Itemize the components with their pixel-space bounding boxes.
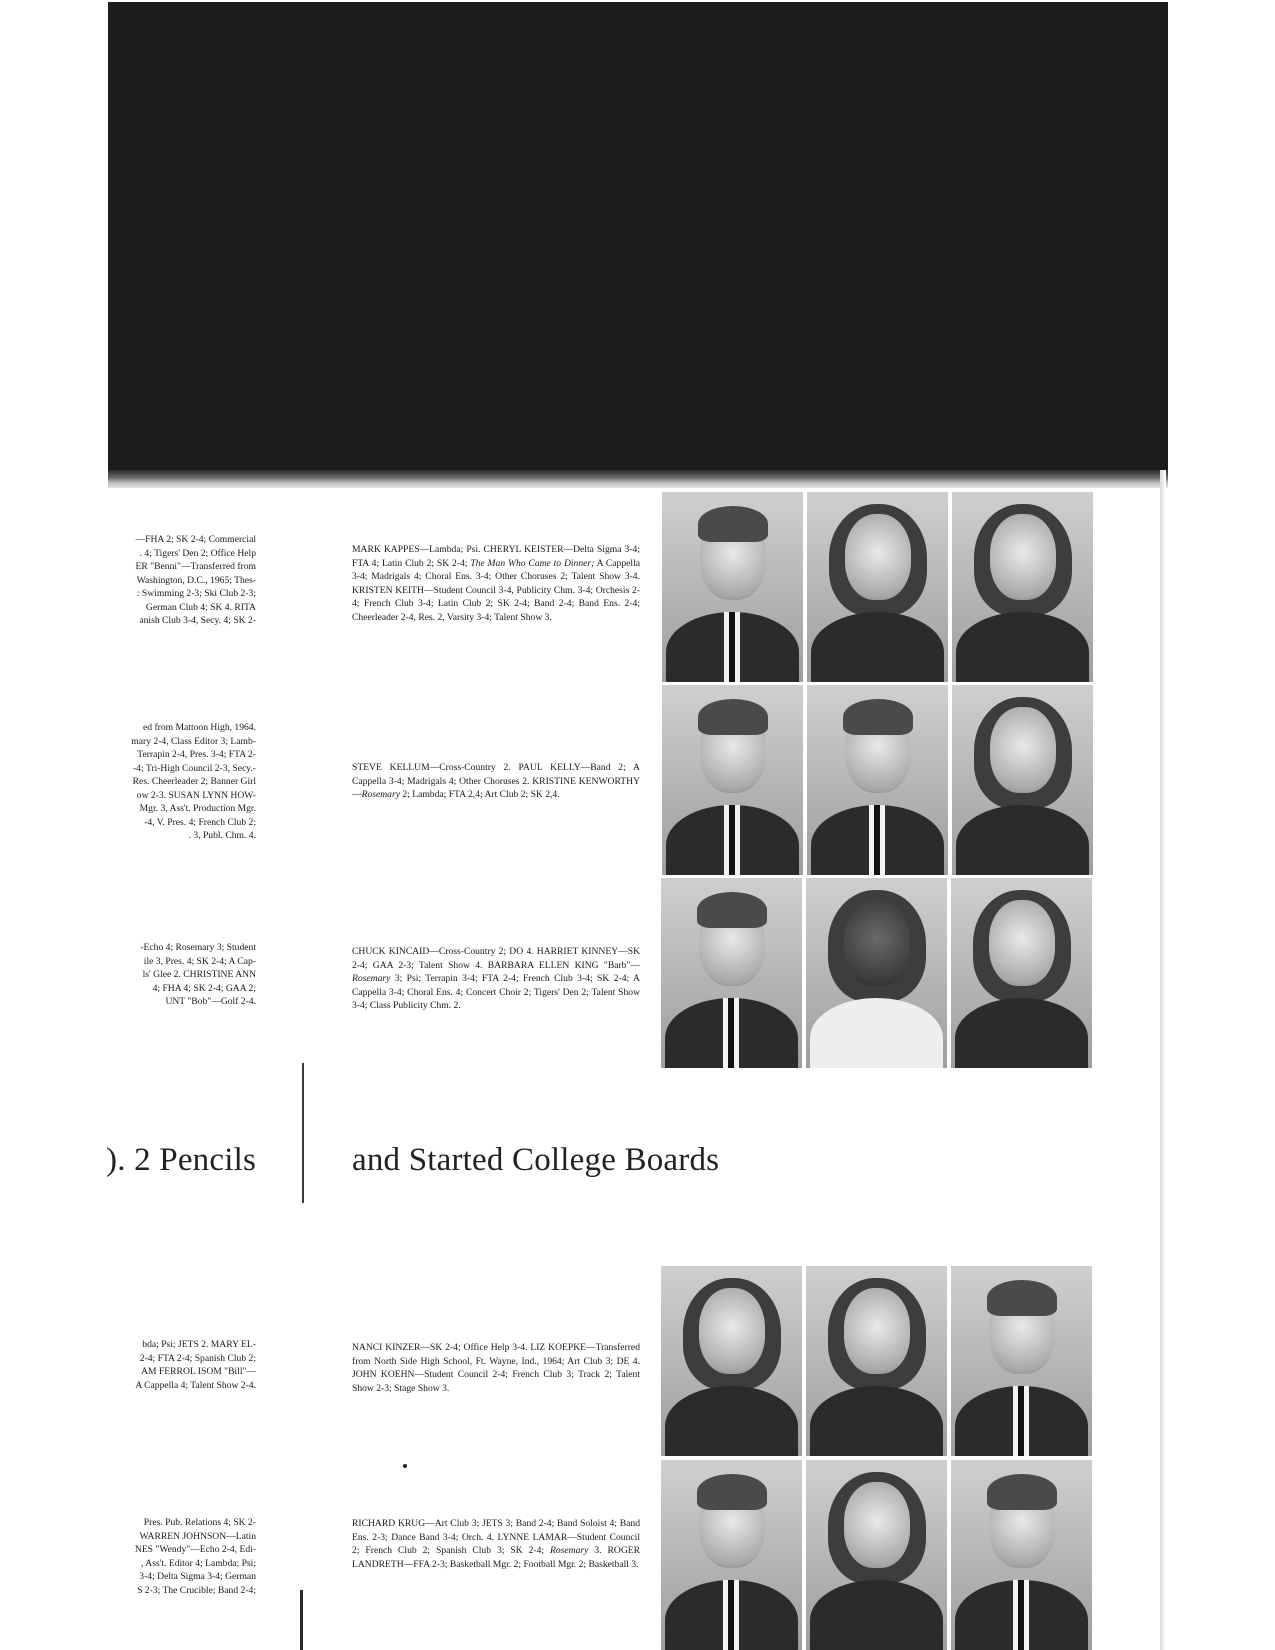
portrait-row-1 xyxy=(662,492,1093,682)
bio-text: CHUCK KINCAID—Cross-Country 2; DO 4. HARRIET KINNEY—SK 2-4; GAA 2-3; Talent Show 4. BARBARA ELLEN KING "Barb"— xyxy=(352,946,640,971)
text-line: NES "Wendy"—Echo 2-4, Edi- xyxy=(134,1544,256,1555)
portrait-photo xyxy=(951,1460,1092,1650)
text-line: WARREN JOHNSON—Latin xyxy=(139,1530,256,1542)
left-bio-block-1 xyxy=(106,533,256,628)
text-line: -Echo 4; Rosemary 3; Student xyxy=(140,942,256,953)
headline-left-fragment: ). 2 Pencils xyxy=(106,1142,256,1178)
text-line: Res. Cheerleader 2; Banner Girl xyxy=(132,776,256,787)
portrait-photo xyxy=(951,1266,1092,1456)
bio-kappes-keister-keith xyxy=(352,543,640,625)
portrait-row-3 xyxy=(661,878,1092,1068)
text-line: -4, V. Pres. 4; French Club 2; xyxy=(144,816,256,828)
bio-text: RICHARD KRUG—Art Club 3; JETS 3; Band 2-4; Band Soloist 4; Band Ens. 2-3; Dance Band 3-4; Orch. 4. LYNNE LAMAR—Student Council 2; French Club 2; Spanish Club 3; SK 2-4; xyxy=(352,1518,640,1557)
text-line: 4; FHA 4; SK 2-4; GAA 2; xyxy=(152,982,256,994)
bio-kellum-kelly-kenworthy xyxy=(352,761,640,802)
text-line: —FHA 2; SK 2-4; Commercial xyxy=(135,534,256,545)
text-line: : Swimming 2-3; Ski Club 2-3; xyxy=(136,588,256,599)
portrait-photo xyxy=(661,1460,802,1650)
text-line: ed from Mattoon High, 1964. xyxy=(143,722,256,733)
portrait-row-4 xyxy=(661,1266,1092,1456)
text-line: ls' Glee 2. CHRISTINE ANN xyxy=(142,969,256,980)
bio-italic: Rosemary xyxy=(550,1545,589,1557)
portrait-photo xyxy=(662,492,803,682)
left-bio-block-2 xyxy=(106,721,256,843)
text-line: . 3, Publ. Chm. 4. xyxy=(188,830,256,841)
text-line: ER "Benni"—Transferred from xyxy=(135,561,256,572)
scan-page-edge xyxy=(108,470,1168,488)
portrait-row-5 xyxy=(661,1460,1092,1650)
bio-kincaid-kinney-king xyxy=(352,945,640,1013)
bio-text: MARK KAPPES—Lambda; Psi. CHERYL KEISTER—Delta Sigma 3-4; FTA 4; Latin Club 2; SK 2-4; xyxy=(352,544,640,569)
portrait-photo xyxy=(662,685,803,875)
bio-italic: The Man Who Came to Dinner; xyxy=(470,557,595,569)
bio-text: NANCI KINZER—SK 2-4; Office Help 3-4. LIZ KOEPKE—Transferred from North Side High School, Ft. Wayne, Ind., 1964; Art Club 3; DE 4. JOHN KOEHN—Student Council 2-4; French Club 3; Track 2; Talent Show 2-3; Stage Show 3. xyxy=(352,1342,640,1394)
bio-kinzer-koepke-koehn xyxy=(352,1341,640,1395)
text-line: A Cappella 4; Talent Show 2-4. xyxy=(135,1379,256,1391)
portrait-photo xyxy=(807,685,948,875)
text-line: 3-4; Delta Sigma 3-4; German xyxy=(139,1571,256,1582)
bio-text: 3. ROGER LANDRETH—FFA 2-3; Basketball Mgr. 2; Football Mgr. 2; Basketball 3. xyxy=(352,1545,641,1570)
ink-dot xyxy=(403,1464,407,1468)
left-bio-block-3 xyxy=(106,941,256,1009)
headline-right: and Started College Boards xyxy=(352,1142,720,1178)
bio-italic: Rosemary xyxy=(352,973,391,985)
left-bio-block-5 xyxy=(106,1516,256,1597)
text-line: Washington, D.C., 1965; Thes- xyxy=(136,574,256,586)
text-line: , Ass't. Editor 4; Lambda; Psi; xyxy=(141,1557,256,1569)
portrait-photo xyxy=(806,1266,947,1456)
portrait-photo xyxy=(952,492,1093,682)
bio-text: STEVE KELLUM—Cross-Country 2. PAUL KELLY—Band 2; A Cappella 3-4; Madrigals 4; Other Choruses 2. KRISTINE KENWORTHY— xyxy=(352,762,640,801)
left-bio-block-4 xyxy=(106,1338,256,1392)
bio-text: 3; Psi; Terrapin 3-4; FTA 2-4; French Club 3-4; SK 2-4; A Cappella 3-4; Choral Ens. 4; Concert Choir 2; Tigers' Den 2; Talent Show 3-4; Class Publicity Chm. 2. xyxy=(352,973,640,1012)
book-gutter-line xyxy=(302,1063,304,1203)
text-line: Pres. Pub. Relations 4; SK 2- xyxy=(143,1517,256,1528)
portrait-photo xyxy=(951,878,1092,1068)
page-right-edge xyxy=(1160,470,1166,1650)
portrait-row-2 xyxy=(662,685,1093,875)
bio-text: 2; Lambda; FTA 2,4; Art Club 2; SK 2,4. xyxy=(399,789,560,801)
portrait-photo xyxy=(807,492,948,682)
text-line: ile 3, Pres. 4; SK 2-4; A Cap- xyxy=(143,955,256,967)
text-line: German Club 4; SK 4. RITA xyxy=(145,601,256,613)
text-line: AM FERROL ISOM "Bill"— xyxy=(141,1366,256,1377)
text-line: Terrapin 2-4, Pres. 3-4; FTA 2- xyxy=(137,749,256,760)
text-line: bda; Psi; JETS 2. MARY EL- xyxy=(142,1339,256,1350)
text-line: -4; Tri-High Council 2-3, Secy.- xyxy=(132,762,256,774)
text-line: UNT "Bob"—Golf 2-4. xyxy=(165,996,256,1007)
portrait-photo xyxy=(661,878,802,1068)
text-line: Mgr. 3, Ass't. Production Mgr. xyxy=(139,803,256,814)
text-line: S 2-3; The Crucible; Band 2-4; xyxy=(137,1584,256,1596)
text-line: anish Club 3-4, Secy. 4; SK 2- xyxy=(139,615,256,626)
bio-krug-lamar-landreth xyxy=(352,1517,640,1571)
text-line: mary 2-4, Class Editor 3; Lamb- xyxy=(131,735,256,747)
book-gutter-line-lower xyxy=(300,1590,303,1650)
portrait-photo xyxy=(806,1460,947,1650)
bio-italic: Rosemary xyxy=(361,789,400,801)
text-line: 2-4; FTA 2-4; Spanish Club 2; xyxy=(139,1352,256,1364)
portrait-photo xyxy=(806,878,947,1068)
text-line: . 4; Tigers' Den 2; Office Help xyxy=(139,547,256,559)
portrait-photo xyxy=(952,685,1093,875)
text-line: ow 2-3. SUSAN LYNN HOW- xyxy=(136,789,256,801)
scan-dark-top xyxy=(108,2,1168,488)
portrait-photo xyxy=(661,1266,802,1456)
bio-text: A Cappella 3-4; Madrigals 4; Choral Ens. 3-4; Other Choruses 2; Talent Show 3-4. KRISTEN KEITH—Student Council 3-4, Publicity Chm. 3-4; Orchesis 2-4; French Club 3-4; Latin Club 2; SK 2-4; Band 2-4; Band Ens. 2-4; Cheerleader 2-4, Res. 2, Varsity 3-4; Talent Show 3. xyxy=(352,557,640,623)
